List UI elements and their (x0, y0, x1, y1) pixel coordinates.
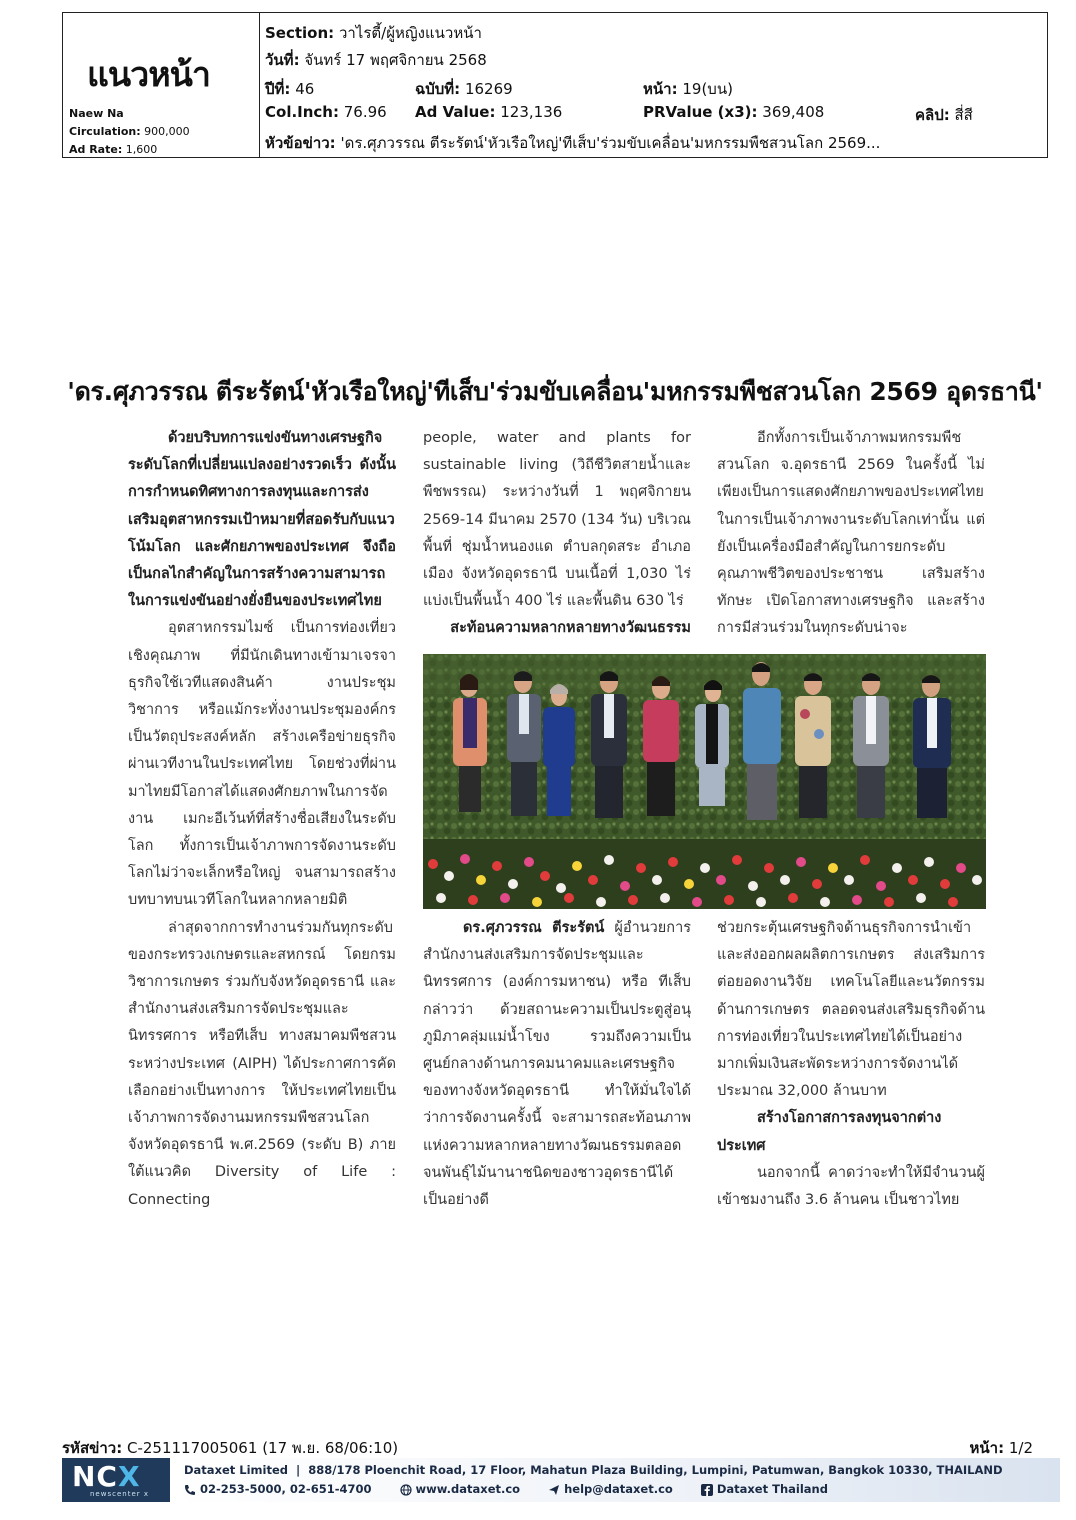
page-count: หน้า: 1/2 (969, 1439, 1033, 1457)
web-contact[interactable]: www.dataxet.co (400, 1482, 521, 1496)
prvalue-field: PRValue (x3): 369,408 (643, 103, 825, 121)
photo-caption-column (423, 915, 691, 1214)
paragraph-visitors: นอกจากนี้ คาดว่าจะทำให้มีจำนวนผู้เข้าชมงานถึง 3.6 ล้านคน เป็นชาวไทย (717, 1164, 985, 1209)
article-column-1 (128, 425, 396, 1214)
lead-paragraph: ด้วยบริบทการแข่งขันทางเศรษฐกิจระดับโลกที่เปลี่ยนแปลงอย่างรวดเร็ว ดังนั้น การกำหนดทิศทางการลงทุนและการส่งเสริมอุตสาหกรรมเป้าหมายที่สอดรับกับแนวโน้มโลก และศักยภาพของประเทศ จึงถือเป็นกลไกสำคัญในการสร้างความสามารถในการแข่งขันอย่างยั่งยืนของประเทศไทย (128, 430, 396, 610)
company-address: Dataxet Limited | 888/178 Ploenchit Road, 17 Floor, Mahatun Plaza Building, Lumpini, Patumwan, Bangkok 10330, THAILAND (184, 1463, 1003, 1477)
caption-name: ดร.ศุภวรรณ ตีระรัตน์ (463, 920, 605, 936)
phone-icon (184, 1484, 196, 1496)
ncx-tagline: newscenter x (90, 1490, 150, 1498)
caption-text: ผู้อำนวยการสำนักงานส่งเสริมการจัดประชุมและนิทรรศการ (องค์การมหาชน) หรือ ทีเส็บ กล่าวว่า ด้วยสถานะความเป็นประตูสู่อนุภูมิภาคลุ่มแม่น้ำโขง รวมถึงความเป็นศูนย์กลางด้านการคมนาคมและเศรษฐกิจของทางจังหวัดอุดรธานี ทำให้มั่นใจได้ว่าการจัดงานครั้งนี้ จะสามารถสะท้อนภาพแห่งความหลากหลายทางวัฒนธรรมตลอดจนพันธุ์ไม้นานาชนิดของชาวอุดรธานีได้เป็นอย่างดี (423, 920, 691, 1209)
year-field: ปีที่: 46 (265, 80, 315, 98)
page-field: หน้า: 19(บน) (643, 80, 733, 98)
subheading-culture: สะท้อนความหลากหลายทางวัฒนธรรม (450, 620, 691, 637)
paragraph-economy: ช่วยกระตุ้นเศรษฐกิจด้านธุรกิจการนำเข้าและส่งออกผลผลิตการเกษตร ส่งเสริมการต่อยอดงานวิจัย เทคโนโลยีและนวัตกรรมด้านการเกษตร ตลอดจนส่งเสริมธุรกิจด้านการท่องเที่ยวในประเทศไทยได้เป็นอย่างมากเพิ่มเงินสะพัดระหว่างการจัดงานได้ประมาณ 32,000 ล้านบาท (717, 920, 985, 1100)
ad-rate: Ad Rate: 1,600 (69, 143, 158, 156)
clipping-meta (263, 13, 1047, 157)
advalue-field: Ad Value: 123,136 (415, 103, 563, 121)
facebook-contact[interactable]: Dataxet Thailand (701, 1482, 828, 1496)
article-column-2 (423, 425, 691, 643)
send-icon (548, 1484, 560, 1496)
phone-contact: 02-253-5000, 02-651-4700 (184, 1482, 372, 1496)
ncx-logo-x: X (117, 1460, 141, 1493)
globe-icon (400, 1484, 412, 1496)
newspaper-logo: แนวหน้า (87, 55, 210, 95)
date-row: วันที่: จันทร์ 17 พฤศจิกายน 2568 (265, 51, 487, 69)
clipping-header (62, 12, 1048, 158)
company-contacts (184, 1482, 852, 1496)
ncx-logo-main: NC (72, 1460, 118, 1493)
subheading-investment: สร้างโอกาสการลงทุนจากต่างประเทศ (717, 1110, 942, 1154)
group-photo (423, 654, 986, 909)
colinch-field: Col.Inch: 76.96 (265, 103, 387, 121)
headline-row: หัวข้อข่าว: 'ดร.ศุภวรรณ ตีระรัตน์'หัวเรือใหญ่'ทีเส็บ'ร่วมขับเคลื่อน'มหกรรมพืชสวนโลก 2569... (265, 134, 881, 152)
company-footer (170, 1458, 1060, 1502)
ncx-logo (62, 1458, 170, 1502)
article-headline: 'ดร.ศุภวรรณ ตีระรัตน์'หัวเรือใหญ่'ทีเส็บ'ร่วมขับเคลื่อน'มหกรรมพืชสวนโลก 2569 อุดรธานี' (67, 377, 1043, 406)
news-code: รหัสข่าว: C-251117005061 (17 พ.ย. 68/06:10) (62, 1439, 399, 1457)
article-column-3-lower (717, 915, 985, 1214)
paragraph-event-details: people, water and plants for sustainable living (วิถีชีวิตสายน้ำและพืชพรรณ) ระหว่างวันที่ 1 พฤศจิกายน 2569-14 มีนาคม 2570 (134 วัน) บริเวณพื้นที่ ชุ่มน้ำหนองแด ตำบลกุดสระ อำเภอเมือง จังหวัดอุดรธานี บนเนื้อที่ 1,030 ไร่ แบ่งเป็นพื้นน้ำ 400 ไร่ และพื้นดิน 630 ไร่ (423, 430, 691, 610)
clip-field: คลิป: สี่สี (915, 106, 973, 124)
email-contact[interactable]: help@dataxet.co (548, 1482, 673, 1496)
circulation: Circulation: 900,000 (69, 125, 190, 138)
paragraph-host-benefits: อีกทั้งการเป็นเจ้าภาพมหกรรมพืชสวนโลก จ.อุดรธานี 2569 ในครั้งนี้ ไม่เพียงเป็นการแสดงศักยภาพของประเทศไทยในการเป็นเจ้าภาพงานระดับโลกเท่านั้น แต่ยังเป็นเครื่องมือสำคัญในการยกระดับคุณภาพชีวิตของประชาชน เสริมสร้างทักษะ เปิดโอกาสทางเศรษฐกิจ และสร้างการมีส่วนร่วมในทุกระดับน่าจะ (717, 430, 985, 637)
section-row: Section: วาไรตี้/ผู้หญิงแนวหน้า (265, 24, 482, 42)
facebook-icon (701, 1484, 713, 1496)
paragraph-hosting: ล่าสุดจากการทำงานร่วมกันทุกระดับของกระทรวงเกษตรและสหกรณ์ โดยกรมวิชาการเกษตร ร่วมกับจังหวัดอุดรธานี และสำนักงานส่งเสริมการจัดประชุมและนิทรรศการ หรือทีเส็บ ทางสมาคมพืชสวนระหว่างประเทศ (AIPH) ได้ประกาศการคัดเลือกอย่างเป็นทางการ ให้ประเทศไทยเป็นเจ้าภาพการจัดงานมหกรรมพืชสวนโลก จังหวัดอุดรธานี พ.ศ.2569 (ระดับ B) ภายใต้แนวคิด Diversity of Life : Connecting (128, 919, 396, 1208)
paragraph-mice: อุตสาหกรรมไมซ์ เป็นการท่องเที่ยวเชิงคุณภาพ ที่มีนักเดินทางเข้ามาเจรจาธุรกิจใช้เวทีแสดงสินค้า งานประชุมวิชาการ หรือแม้กระทั่งงานประชุมองค์กรเป็นวัตถุประสงค์หลัก สร้างเครือข่ายธุรกิจผ่านเวทีงานในประเทศไทย โดยช่วงที่ผ่านมาไทยมีโอกาสได้แสดงศักยภาพในการจัดงาน เมกะอีเว้นท์ที่สร้างชื่อเสียงในระดับโลก ทั้งการเป็นเจ้าภาพการจัดงานระดับโลกไม่ว่าจะเล็กหรือใหญ่ จนสามารถสร้างบทบาทบนเวทีโลกในหลากหลายมิติ (128, 620, 396, 909)
publication-name: Naew Na (69, 107, 124, 120)
article-column-3 (717, 425, 985, 643)
issue-field: ฉบับที่: 16269 (415, 80, 513, 98)
publication-info (63, 13, 260, 157)
photo-caption (423, 915, 691, 1214)
